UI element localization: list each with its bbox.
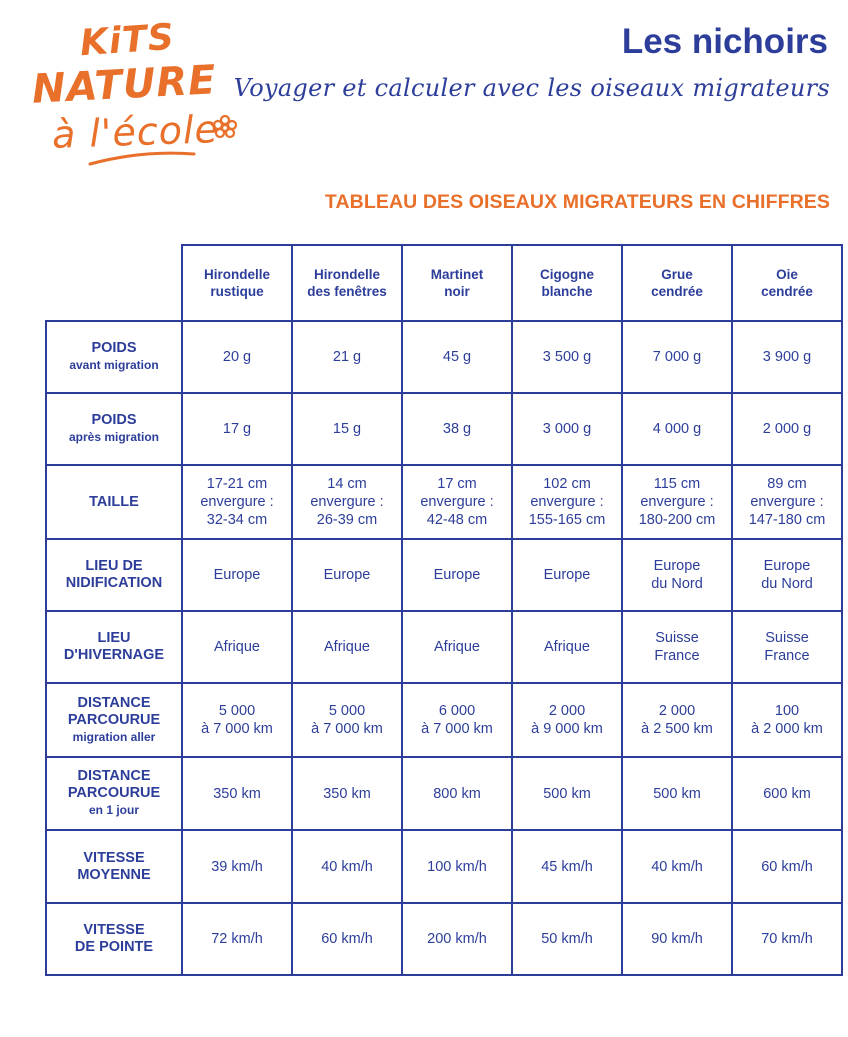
column-header-line: des fenêtres <box>307 284 387 299</box>
row-header-line: LIEU DE <box>85 558 143 574</box>
row-header-line: D'HIVERNAGE <box>63 647 165 663</box>
cell-line: 147-180 cm <box>748 512 826 528</box>
cell-line: 42-48 cm <box>426 512 488 528</box>
table-cell <box>512 393 622 465</box>
cell-line: 2 000 <box>658 703 696 719</box>
cell-line: 17 g <box>222 421 252 437</box>
row-header-line: LIEU <box>97 630 131 646</box>
table-cell <box>182 539 292 611</box>
row-header <box>46 539 182 611</box>
row-header-line: POIDS <box>91 340 137 356</box>
cell-line: 3 500 g <box>542 349 592 365</box>
cell-line: 6 000 <box>438 703 476 719</box>
logo-line-2: NATURE <box>30 57 218 113</box>
row-header-line: PARCOURUE <box>67 711 161 728</box>
logo-flower-icon <box>22 14 242 174</box>
cell-line: 200 km/h <box>427 931 487 947</box>
table-cell <box>292 757 402 830</box>
cell-line: 45 km/h <box>541 858 593 875</box>
table-cell <box>732 903 842 975</box>
column-header <box>402 245 512 321</box>
table-cell <box>622 539 732 611</box>
cell-line: 17 cm <box>437 476 477 492</box>
cell-line: 5 000 <box>218 703 256 719</box>
logo-line-1: KiTS <box>78 16 177 65</box>
row-header-line: POIDS <box>91 412 137 428</box>
cell-line: à 7 000 km <box>201 721 273 737</box>
column-header <box>292 245 402 321</box>
cell-line: 45 g <box>442 349 472 365</box>
page-subtitle: Voyager et calculer avec les oiseaux migrateurs <box>233 74 830 102</box>
table-row <box>46 830 842 903</box>
cell-line: 4 000 g <box>652 421 702 437</box>
cell-line: envergure : <box>200 494 274 510</box>
table-cell <box>182 757 292 830</box>
table-cell <box>732 830 842 903</box>
table-corner <box>46 245 182 321</box>
table-row <box>46 321 842 393</box>
cell-line: 89 cm <box>767 476 807 492</box>
cell-line: à 9 000 km <box>531 721 603 737</box>
cell-line: 3 000 g <box>542 421 592 437</box>
table-row <box>46 683 842 757</box>
table-cell <box>512 539 622 611</box>
table-cell <box>622 683 732 757</box>
cell-line: envergure : <box>750 494 824 510</box>
column-header <box>732 245 842 321</box>
cell-line: Europe <box>213 567 261 583</box>
table-cell <box>182 465 292 539</box>
row-header <box>46 757 182 830</box>
cell-line: 60 km/h <box>321 931 373 947</box>
cell-line: 155-165 cm <box>528 512 606 528</box>
table-cell <box>512 683 622 757</box>
cell-line: France <box>764 648 810 664</box>
row-header-line: PARCOURUE <box>67 785 161 801</box>
table-row <box>46 611 842 683</box>
cell-line: 21 g <box>332 349 362 365</box>
cell-line: 3 900 g <box>762 349 812 365</box>
table-row <box>46 757 842 830</box>
table-header-row <box>46 245 842 321</box>
cell-line: 50 km/h <box>541 931 593 947</box>
cell-line: 350 km <box>323 785 371 802</box>
table-cell <box>732 393 842 465</box>
cell-line: Afrique <box>544 639 590 655</box>
cell-line: 32-34 cm <box>206 512 268 528</box>
table-cell <box>512 757 622 830</box>
table-row <box>46 903 842 975</box>
column-header-line: Oie <box>776 267 798 282</box>
cell-line: 2 000 g <box>762 421 812 437</box>
kits-nature-logo <box>22 14 242 174</box>
cell-line: envergure : <box>530 494 604 510</box>
table-cell <box>512 465 622 539</box>
column-header-line: Hirondelle <box>313 267 380 282</box>
table-cell <box>622 757 732 830</box>
cell-line: du Nord <box>651 576 703 592</box>
cell-line: 17-21 cm <box>206 476 268 492</box>
column-header-line: Grue <box>661 267 693 282</box>
cell-line: 15 g <box>332 421 362 437</box>
table-cell <box>402 830 512 903</box>
table-cell <box>292 393 402 465</box>
table-cell <box>622 393 732 465</box>
table-cell <box>512 611 622 683</box>
cell-line: envergure : <box>640 494 714 510</box>
section-title: TABLEAU DES OISEAUX MIGRATEURS EN CHIFFRES <box>324 191 830 213</box>
row-header <box>46 683 182 757</box>
row-header-line: NIDIFICATION <box>65 575 163 591</box>
cell-line: 72 km/h <box>211 931 263 947</box>
table-cell <box>512 903 622 975</box>
table-row <box>46 393 842 465</box>
cell-line: 40 km/h <box>651 858 703 875</box>
table-cell <box>622 465 732 539</box>
table-row <box>46 465 842 539</box>
table-cell <box>732 321 842 393</box>
table-cell <box>182 611 292 683</box>
column-header <box>182 245 292 321</box>
cell-line: Europe <box>433 567 481 583</box>
table-cell <box>402 465 512 539</box>
cell-line: 115 cm <box>653 476 701 492</box>
table-cell <box>622 903 732 975</box>
table-cell <box>732 683 842 757</box>
table-cell <box>292 611 402 683</box>
cell-line: 800 km <box>433 785 481 802</box>
column-header-line: Cigogne <box>540 267 594 282</box>
cell-line: à 7 000 km <box>311 721 383 737</box>
logo-line-3: à l'école <box>51 107 220 157</box>
cell-line: 350 km <box>213 785 261 802</box>
cell-line: 60 km/h <box>761 858 813 875</box>
cell-line: 180-200 cm <box>638 512 716 528</box>
table-cell <box>182 321 292 393</box>
table-cell <box>402 321 512 393</box>
cell-line: 90 km/h <box>651 931 703 947</box>
row-header <box>46 611 182 683</box>
cell-line: du Nord <box>761 576 813 592</box>
table-cell <box>402 539 512 611</box>
cell-line: à 2 000 km <box>751 721 823 737</box>
row-header <box>46 321 182 393</box>
column-header-line: rustique <box>210 284 264 299</box>
cell-line: Afrique <box>434 639 480 655</box>
row-header-subtitle: avant migration <box>69 358 159 372</box>
cell-line: Europe <box>653 558 701 574</box>
column-header <box>622 245 732 321</box>
row-header <box>46 393 182 465</box>
migratory-birds-table <box>45 244 843 976</box>
row-header-line: DISTANCE <box>77 768 151 784</box>
column-header-line: Hirondelle <box>203 267 270 282</box>
column-header-line: noir <box>444 284 470 299</box>
cell-line: 500 km <box>543 785 591 802</box>
table-cell <box>182 830 292 903</box>
cell-line: 38 g <box>442 421 472 437</box>
table-cell <box>292 830 402 903</box>
logo-underline-icon <box>90 153 194 164</box>
cell-line: Afrique <box>214 639 260 655</box>
table-cell <box>732 611 842 683</box>
table-cell <box>182 683 292 757</box>
cell-line: 600 km <box>763 785 811 802</box>
table-cell <box>292 321 402 393</box>
table-cell <box>622 321 732 393</box>
table-cell <box>732 539 842 611</box>
cell-line: à 2 500 km <box>641 721 713 737</box>
table-cell <box>512 830 622 903</box>
cell-line: France <box>654 648 700 664</box>
table-cell <box>292 465 402 539</box>
row-header-line: MOYENNE <box>77 866 151 883</box>
row-header <box>46 465 182 539</box>
table-cell <box>402 393 512 465</box>
table-cell <box>732 757 842 830</box>
table-body <box>46 321 842 975</box>
table-cell <box>402 683 512 757</box>
column-header-line: blanche <box>541 284 593 299</box>
table-cell <box>402 903 512 975</box>
cell-line: 20 g <box>222 349 252 365</box>
cell-line: Suisse <box>765 630 809 646</box>
cell-line: 39 km/h <box>211 858 263 875</box>
table-cell <box>732 465 842 539</box>
row-header-line: DE POINTE <box>74 939 154 955</box>
row-header-line: VITESSE <box>83 922 145 938</box>
row-header-subtitle: en 1 jour <box>88 803 139 817</box>
table-cell <box>402 611 512 683</box>
cell-line: envergure : <box>310 494 384 510</box>
table-cell <box>292 903 402 975</box>
cell-line: 2 000 <box>548 703 586 719</box>
cell-line: 40 km/h <box>321 858 373 875</box>
table-cell <box>182 393 292 465</box>
cell-line: Afrique <box>324 639 370 655</box>
table-row <box>46 539 842 611</box>
column-header-line: Martinet <box>430 267 484 282</box>
row-header-line: TAILLE <box>89 493 139 510</box>
cell-line: 7 000 g <box>652 349 702 365</box>
row-header-line: DISTANCE <box>77 694 151 711</box>
cell-line: 14 cm <box>327 476 367 492</box>
page-title: Les nichoirs <box>621 22 828 61</box>
table-cell <box>292 683 402 757</box>
cell-line: Europe <box>763 558 811 574</box>
cell-line: 500 km <box>653 785 701 802</box>
table-cell <box>402 757 512 830</box>
cell-line: 5 000 <box>328 703 366 719</box>
table-cell <box>292 539 402 611</box>
cell-line: Europe <box>543 567 591 583</box>
cell-line: 100 <box>774 703 800 719</box>
cell-line: 70 km/h <box>761 931 813 947</box>
column-header-line: cendrée <box>761 284 813 299</box>
row-header <box>46 903 182 975</box>
cell-line: Europe <box>323 567 371 583</box>
cell-line: 102 cm <box>543 476 591 492</box>
cell-line: à 7 000 km <box>421 721 493 737</box>
table-cell <box>622 830 732 903</box>
row-header-subtitle: migration aller <box>72 729 156 744</box>
table-cell <box>182 903 292 975</box>
row-header-line: VITESSE <box>83 849 145 866</box>
cell-line: envergure : <box>420 494 494 510</box>
row-header <box>46 830 182 903</box>
cell-line: 26-39 cm <box>316 512 378 528</box>
table-cell <box>622 611 732 683</box>
column-header <box>512 245 622 321</box>
cell-line: Suisse <box>655 630 699 646</box>
cell-line: 100 km/h <box>427 858 487 875</box>
row-header-subtitle: après migration <box>68 430 160 444</box>
table-cell <box>512 321 622 393</box>
column-header-line: cendrée <box>651 284 703 299</box>
